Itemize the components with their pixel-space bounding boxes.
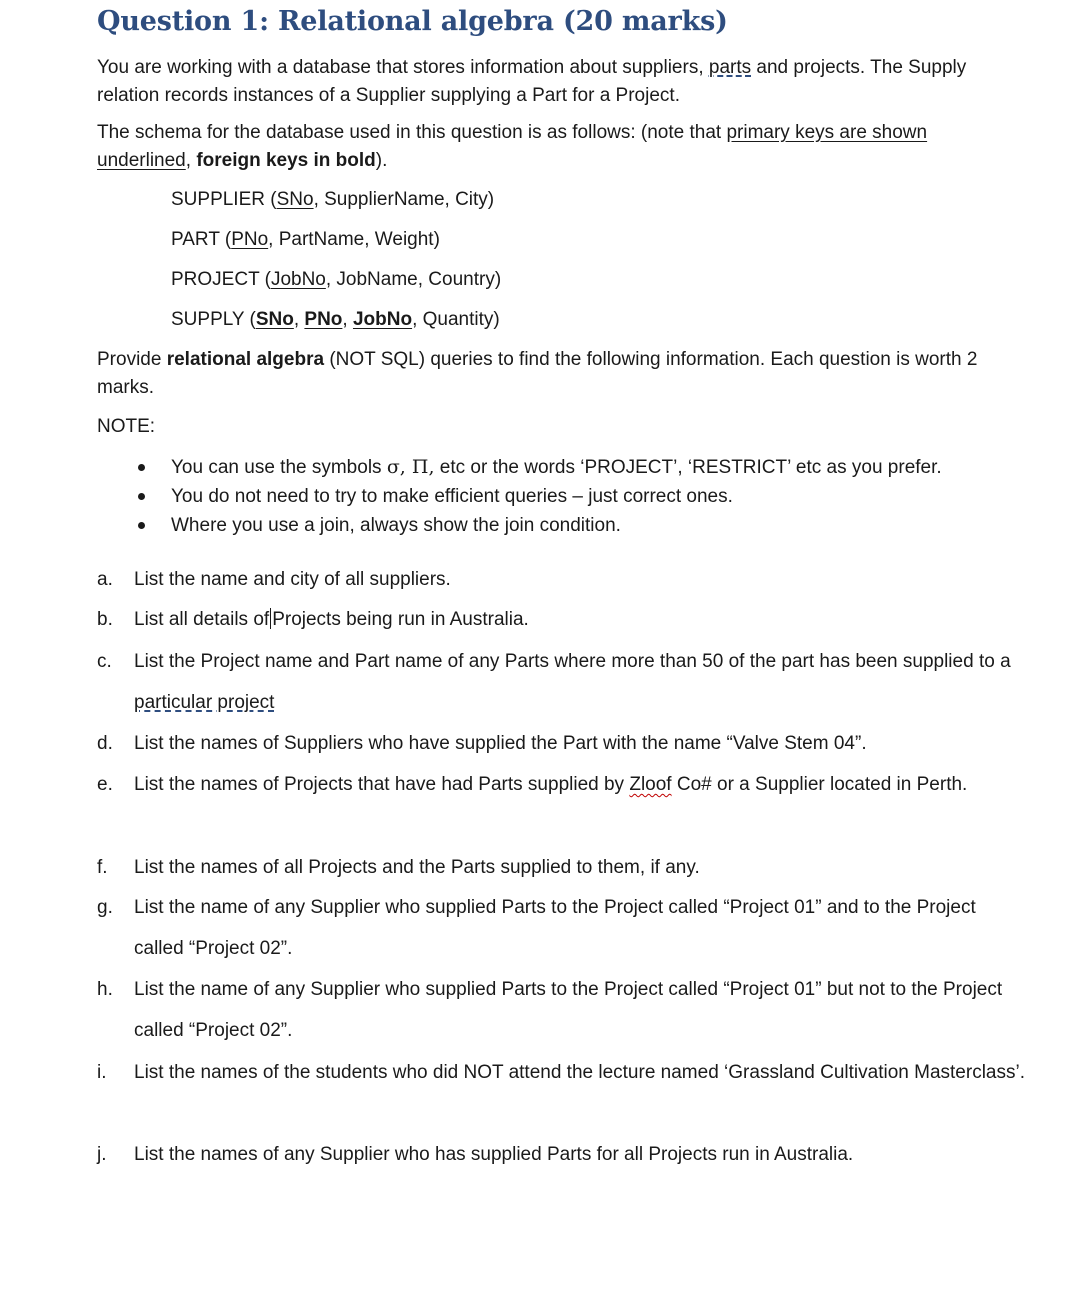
note-text-3: Where you use a join, always show the join condition. xyxy=(171,515,621,536)
bullet-icon xyxy=(138,493,145,500)
schema-intro-sep: , xyxy=(185,150,197,171)
intro-text-2: and projects. The Supply relation records instances of a Supplier supplying a Part for a Project. xyxy=(97,57,967,106)
intro-text-1: You are working with a database that stores information about suppliers, xyxy=(97,57,709,78)
schema-part xyxy=(171,228,440,252)
schema-intro-paragraph xyxy=(97,119,1017,175)
question-text: List the names of Suppliers who have supplied the Part with the name “Valve Stem 04”. xyxy=(134,733,867,754)
question-c-text: List the Project name and Part name of any Parts where more than 50 of the part has been supplied to a xyxy=(134,651,1011,672)
schema-supply-rest: , Quantity) xyxy=(412,309,500,330)
provide-bold: relational algebra xyxy=(166,349,325,370)
question-letter: c. xyxy=(97,651,112,672)
provide-text-2: (NOT SQL) queries to find the following information. Each question is worth 2 marks. xyxy=(97,349,978,398)
question-b-text-1: List all details of xyxy=(134,609,270,630)
note-item xyxy=(0,482,1080,511)
question-text xyxy=(134,599,1029,640)
question-letter: i. xyxy=(97,1062,107,1083)
schema-part-rest: , PartName, Weight) xyxy=(268,229,440,250)
question-text: List the names of all Projects and the Parts supplied to them, if any. xyxy=(134,857,700,878)
schema-supply-key-pno: PNo xyxy=(304,309,343,330)
schema-intro-bold: foreign keys in bold xyxy=(196,150,376,171)
question-e-text-1: List the names of Projects that have had Parts supplied by xyxy=(134,774,630,795)
note-1-text-a: You can use the symbols xyxy=(171,457,387,478)
question-text xyxy=(134,764,1029,805)
note-text-2: You do not need to try to make efficient queries – just correct ones. xyxy=(171,486,733,507)
schema-supply-key-sno: SNo xyxy=(255,309,294,330)
notes-list xyxy=(0,453,1080,540)
note-1-text-b: etc or the words ‘PROJECT’, ‘RESTRICT’ etc as you prefer. xyxy=(434,457,942,478)
schema-part-key: PNo xyxy=(231,229,269,250)
schema-supplier xyxy=(171,188,494,212)
question-letter: j. xyxy=(97,1144,107,1165)
question-c-dotted: particular project xyxy=(134,692,275,713)
schema-supply-key-jobno: JobNo xyxy=(352,309,413,330)
schema-intro-underlined: primary keys are shown underlined xyxy=(97,122,928,171)
question-text: List the name of any Supplier who supplied Parts to the Project called “Project 01” and to the Project called “Project 02”. xyxy=(134,897,976,959)
question-e-misspelled: Zloof xyxy=(629,774,672,795)
schema-project-name: PROJECT ( xyxy=(171,269,271,290)
schema-supply-name: SUPPLY ( xyxy=(171,309,256,330)
schema-supplier-name: SUPPLIER ( xyxy=(171,189,277,210)
question-letter: b. xyxy=(97,609,113,630)
schema-project xyxy=(171,268,501,292)
note-label: NOTE: xyxy=(97,416,156,437)
schema-supply-comma-2: , xyxy=(342,309,353,330)
question-text xyxy=(134,641,1029,723)
intro-paragraph xyxy=(97,54,1017,110)
bullet-icon xyxy=(138,522,145,529)
question-letter: e. xyxy=(97,774,113,795)
note-item xyxy=(0,453,1080,482)
schema-intro-text: The schema for the database used in this question is as follows: (note that xyxy=(97,122,727,143)
question-text: List the names of the students who did NOT attend the lecture named ‘Grassland Cultivation Masterclass’. xyxy=(134,1062,1025,1083)
note-text-1 xyxy=(171,453,942,482)
question-text: List the name and city of all suppliers. xyxy=(134,569,451,590)
question-letter: d. xyxy=(97,733,113,754)
schema-supplier-key: SNo xyxy=(276,189,314,210)
question-letter: a. xyxy=(97,569,113,590)
schema-supply xyxy=(171,308,500,332)
schema-project-rest: , JobName, Country) xyxy=(325,269,502,290)
provide-text-1: Provide xyxy=(97,349,167,370)
question-letter: g. xyxy=(97,897,113,918)
provide-paragraph xyxy=(97,346,1017,402)
bullet-icon xyxy=(138,464,145,471)
note-item xyxy=(0,511,1080,540)
schema-intro-end: ). xyxy=(375,150,388,171)
question-letter: h. xyxy=(97,979,113,1000)
schema-supply-comma-1: , xyxy=(293,309,305,330)
question-heading: Question 1: Relational algebra (20 marks) xyxy=(97,6,728,37)
note-1-symbols: σ, Π, xyxy=(386,456,435,478)
question-text: List the names of any Supplier who has supplied Parts for all Projects run in Australia. xyxy=(134,1144,854,1165)
question-e-text-2: Co# or a Supplier located in Perth. xyxy=(671,774,968,795)
intro-parts-word: parts xyxy=(708,57,752,78)
question-letter: f. xyxy=(97,857,108,878)
schema-project-key: JobNo xyxy=(270,269,326,290)
schema-supplier-rest: , SupplierName, City) xyxy=(313,189,495,210)
question-b-text-2: Projects being run in Australia. xyxy=(272,609,529,630)
question-text: List the name of any Supplier who supplied Parts to the Project called “Project 01” but not to the Project called “Project 02”. xyxy=(134,979,1003,1041)
schema-part-name: PART ( xyxy=(171,229,232,250)
